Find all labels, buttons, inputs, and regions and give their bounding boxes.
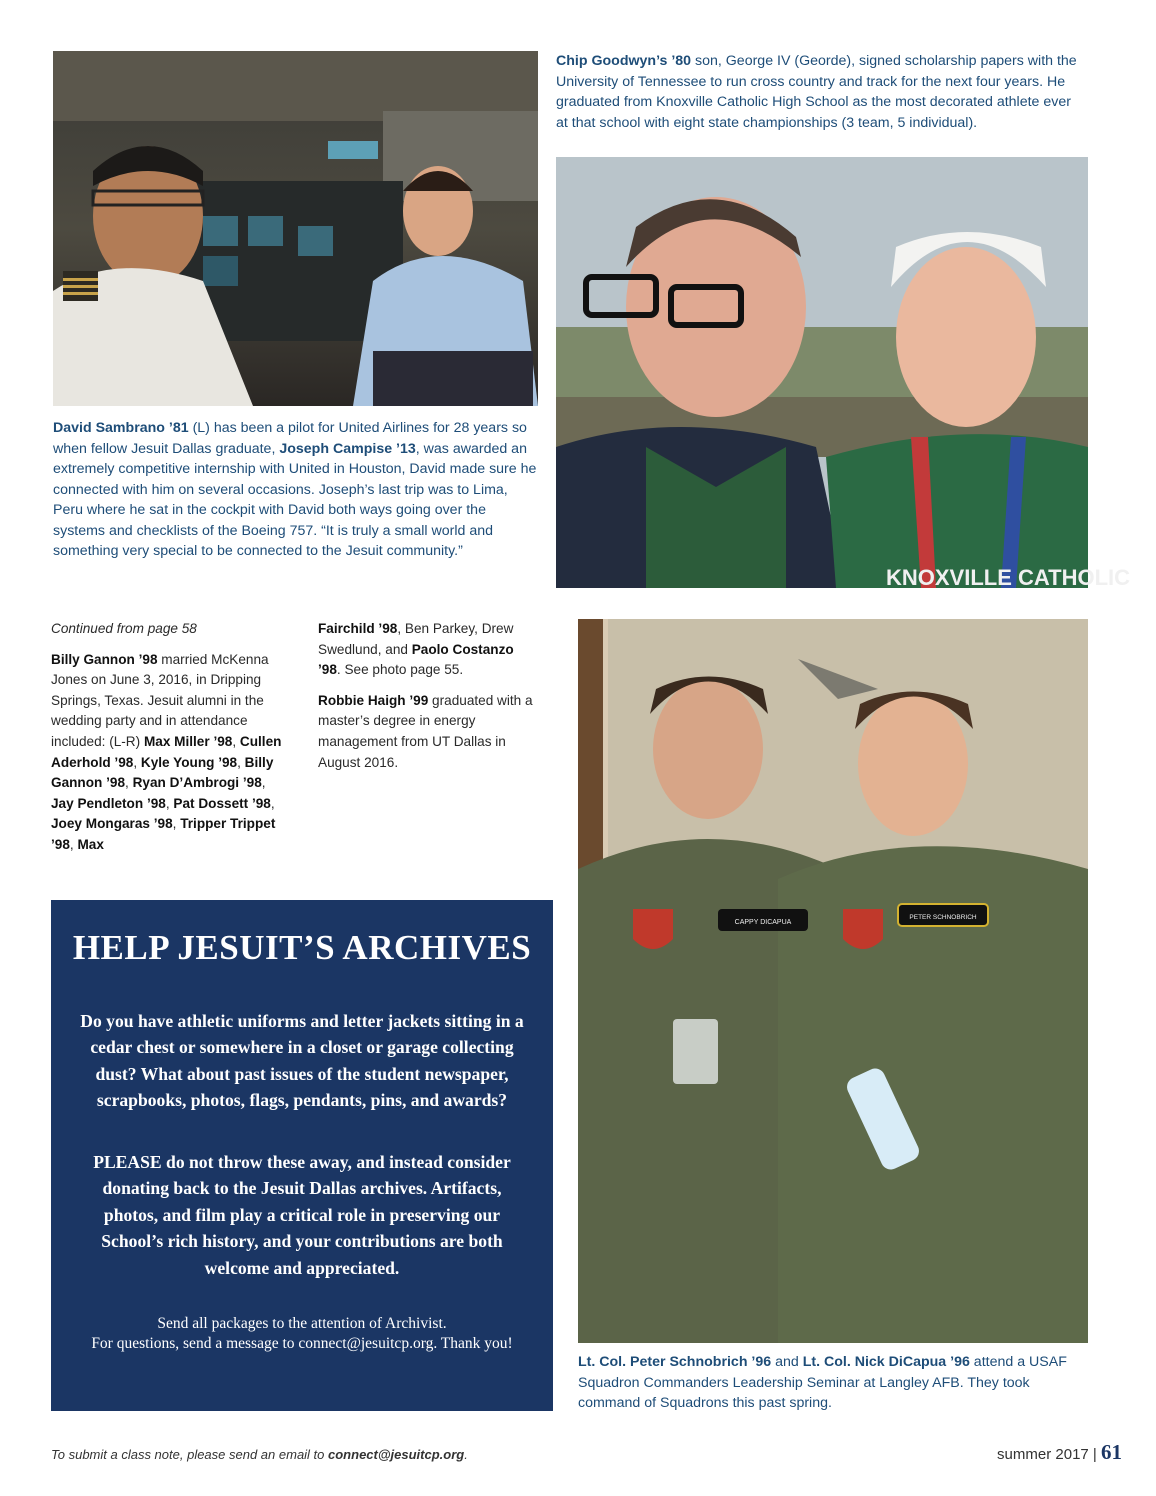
- note-text: ,: [172, 816, 181, 832]
- caption-goodwyn-text: son, George IV (Georde), signed scholarship papers with the University of Tennessee to run cross country and track for the next four years. He graduated from Knoxville Catholic High School as the most decorated athlete ever at that school with eight state championships (3 team, 5 individual).: [556, 53, 1077, 131]
- caption-sambrano-text1: (L) has been a pilot for United Airlines for 28 years so when fellow Jesuit Dallas graduate,: [53, 420, 527, 457]
- caption-dicapua-name: Lt. Col. Nick DiCapua ’96: [802, 1354, 970, 1370]
- note-text: ,: [237, 754, 245, 770]
- shirt-text: KNOXVILLE CATHOLIC: [886, 565, 1131, 590]
- archives-footer-line1: Send all packages to the attention of Archivist.: [157, 1315, 447, 1332]
- name-tripper-trippet: Tripper Trippet ’98: [51, 816, 276, 852]
- name-cullen-aderhold: Cullen Aderhold ’98: [51, 733, 282, 770]
- note-gannon: [51, 650, 291, 856]
- note-text: graduated with a master’s degree in energy management from UT Dallas in August 2016.: [318, 692, 533, 770]
- name-billy-gannon: Billy Gannon ’98: [51, 651, 158, 667]
- cockpit-photo: [53, 51, 538, 406]
- name-pat-dossett: Pat Dossett ’98: [173, 795, 271, 811]
- note-text: ,: [232, 733, 240, 749]
- caption-goodwyn: [556, 51, 1086, 133]
- caption-campise-name: Joseph Campise ’13: [279, 440, 416, 457]
- caption-sambrano-name: David Sambrano ’81: [53, 420, 189, 436]
- archives-title: HELP JESUIT’S ARCHIVES: [72, 928, 532, 967]
- archives-para-1: Do you have athletic uniforms and letter jackets sitting in a cedar chest or somewhere in a closet or garage collecting dust? What about past issues of the student newspaper, scrapbooks, photos, flags, pendants, pins, and awards?: [80, 1011, 524, 1111]
- caption-schnobrich-text1: and: [771, 1354, 803, 1370]
- note-text: ,: [125, 775, 133, 791]
- name-max-fairchild-part1: Max: [77, 836, 104, 852]
- caption-sambrano: [53, 418, 538, 562]
- caption-goodwyn-name: Chip Goodwyn’s ’80: [556, 53, 692, 69]
- page-folio: summer 2017 | 61: [997, 1440, 1122, 1464]
- name-max-miller: Max Miller ’98: [143, 733, 233, 749]
- name-paolo-costanzo: Paolo Costanzo ’98: [318, 641, 514, 678]
- class-notes-col1: [51, 619, 291, 866]
- caption-schnobrich: [578, 1352, 1088, 1414]
- officers-photo: [578, 619, 1088, 1343]
- name-robbie-haigh: Robbie Haigh ’99: [318, 692, 429, 708]
- name-tag-right: PETER SCHNOBRICH: [909, 914, 977, 921]
- page-number: 61: [1101, 1440, 1122, 1464]
- caption-sambrano-text2: , was awarded an extremely competitive internship with United in Houston, David made sure he connected with him on several occasions. Joseph’s last trip was to Lima, Peru where he sat in the cockpit with David both ways going over the systems and checklists of the Boeing 757. “It is truly a small world and something very special to be connected to the Jesuit community.”: [53, 440, 537, 559]
- note-text: . See photo page 55.: [336, 662, 464, 678]
- continued-note: Continued from page 58: [51, 621, 197, 636]
- submit-note-text: To submit a class note, please send an email to: [51, 1447, 329, 1462]
- name-billy-gannon-2: Billy Gannon ’98: [51, 754, 274, 791]
- archives-footer-line2: For questions, send a message to connect@jesuitcp.org. Thank you!: [91, 1335, 513, 1352]
- archives-para-2: PLEASE do not throw these away, and instead consider donating back to the Jesuit Dallas archives. Artifacts, photos, and film play a critical role in preserving our School’s rich history, and your contributions are both welcome and appreciated.: [93, 1152, 511, 1278]
- class-notes-col2: [318, 619, 536, 783]
- note-text: ,: [270, 795, 275, 811]
- issue-season: summer 2017: [997, 1446, 1089, 1463]
- note-text: ,: [261, 775, 266, 791]
- submit-note-suffix: .: [464, 1447, 468, 1462]
- name-max-fairchild-part2: Fairchild ’98: [318, 621, 398, 636]
- caption-schnobrich-name: Lt. Col. Peter Schnobrich ’96: [578, 1354, 772, 1370]
- note-text: , Ben Parkey, Drew Swedlund, and: [318, 621, 514, 657]
- note-text: ,: [133, 754, 141, 770]
- note-gannon-cont: [318, 619, 536, 681]
- note-text: ,: [165, 795, 174, 811]
- note-haigh: [318, 691, 536, 773]
- caption-schnobrich-text2: attend a USAF Squadron Commanders Leadership Seminar at Langley AFB. They took command of Squadrons this past spring.: [578, 1354, 1067, 1411]
- name-tag-left: CAPPY DICAPUA: [734, 919, 792, 926]
- archives-footer: [61, 1314, 543, 1354]
- name-jay-pendleton: Jay Pendleton ’98: [51, 795, 166, 811]
- note-text: ,: [69, 836, 78, 852]
- name-ryan-dambrogi: Ryan D’Ambrogi ’98: [132, 775, 262, 791]
- father-son-photo: [556, 157, 1131, 590]
- name-joey-mongaras: Joey Mongaras ’98: [51, 816, 173, 832]
- submit-note: [51, 1447, 468, 1462]
- name-kyle-young: Kyle Young ’98: [140, 754, 238, 770]
- submit-email-link[interactable]: connect@jesuitcp.org: [328, 1447, 465, 1462]
- archives-box: [51, 900, 553, 1411]
- note-text: married McKenna Jones on June 3, 2016, in Dripping Springs, Texas. Jesuit alumni in the wedding party and in attendance included: (L-R): [51, 651, 269, 749]
